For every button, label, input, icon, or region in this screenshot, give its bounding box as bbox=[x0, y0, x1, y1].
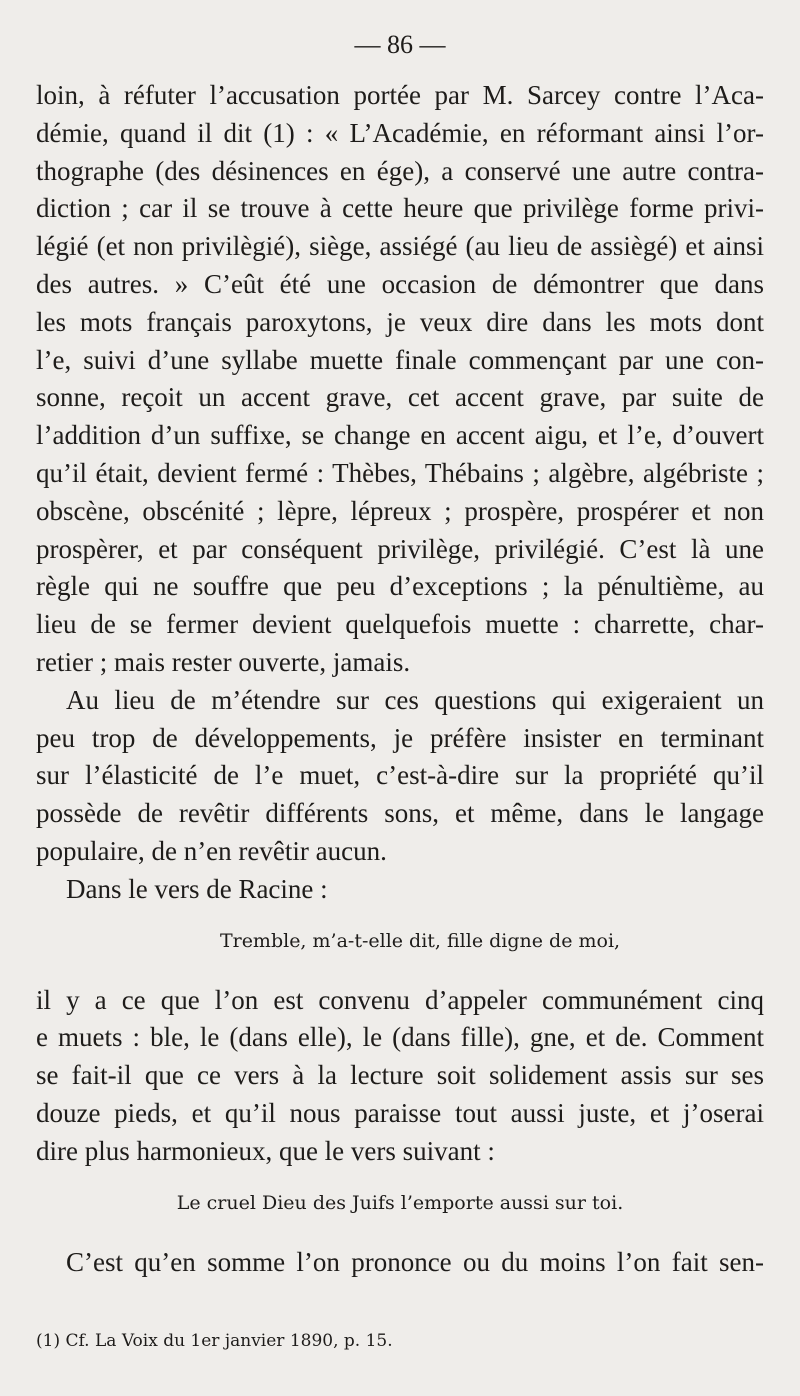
body-text bbox=[36, 77, 764, 1281]
text-line: possède de revêtir différents sons, et même, dans le langage bbox=[36, 798, 764, 829]
text-line: loin, à réfuter l’accusation portée par M. Sarcey contre l’Aca- bbox=[36, 80, 764, 110]
text-line: il y a ce que l’on est convenu d’appeler communément cinq bbox=[36, 984, 764, 1015]
text-line: l’e, suivi d’une syllabe muette finale commençant par une con- bbox=[36, 344, 764, 375]
text-line: douze pieds, et qu’il nous paraisse tout aussi juste, et j’oserai bbox=[36, 1097, 764, 1128]
page-number: — 86 — bbox=[354, 30, 446, 59]
paragraph-first-line: Dans le vers de Racine : bbox=[66, 873, 328, 904]
text-line: sonne, reçoit un accent grave, cet accent grave, par suite de bbox=[36, 382, 764, 413]
text-line: lieu de se fermer devient quelquefois muette : charrette, char- bbox=[36, 609, 764, 640]
text-line: obscène, obscénité ; lèpre, lépreux ; prospère, prospérer et non bbox=[36, 495, 764, 526]
text-line: e muets : ble, le (dans elle), le (dans fille), gne, et de. Comment bbox=[36, 1022, 764, 1053]
text-line: dire plus harmonieux, que le vers suivant : bbox=[36, 1135, 495, 1166]
verse-quote: Tremble, m’a-t-elle dit, fille digne de moi, bbox=[219, 929, 621, 952]
verse-quote: Le cruel Dieu des Juifs l’emporte aussi sur toi. bbox=[176, 1191, 624, 1214]
text-line: légié (et non privilègié), siège, assiégé (au lieu de assiègé) et ainsi bbox=[36, 231, 764, 262]
footnote: (1) Cf. La Voix du 1er janvier 1890, p. 15. bbox=[36, 1331, 393, 1351]
paragraph-first-line: Au lieu de m’étendre sur ces questions qui exigeraient un bbox=[66, 684, 764, 715]
text-line: thographe (des désinences en ége), a conservé une autre contra- bbox=[36, 155, 764, 186]
text-line: des autres. » C’eût été une occasion de démontrer que dans bbox=[36, 268, 764, 299]
text-line: les mots français paroxytons, je veux dire dans les mots dont bbox=[36, 306, 764, 337]
text-line: l’addition d’un suffixe, se change en accent aigu, et l’e, d’ouvert bbox=[36, 420, 764, 451]
text-line: diction ; car il se trouve à cette heure que privilège forme privi- bbox=[36, 193, 764, 224]
text-line: populaire, de n’en revêtir aucun. bbox=[36, 835, 387, 866]
text-line: qu’il était, devient fermé : Thèbes, Thébains ; algèbre, algébriste ; bbox=[36, 457, 764, 488]
text-line: retier ; mais rester ouverte, jamais. bbox=[36, 646, 411, 677]
text-line: règle qui ne souffre que peu d’exceptions ; la pénultième, au bbox=[36, 571, 764, 602]
text-line: prospèrer, et par conséquent privilège, privilégié. C’est là une bbox=[36, 533, 764, 564]
text-line: sur l’élasticité de l’e muet, c’est-à-dire sur la propriété qu’il bbox=[36, 760, 764, 791]
paragraph-first-line: C’est qu’en somme l’on prononce ou du moins l’on fait sen- bbox=[66, 1246, 764, 1277]
text-line: peu trop de développements, je préfère insister en terminant bbox=[36, 722, 764, 753]
text-line: se fait-il que ce vers à la lecture soit solidement assis sur ses bbox=[36, 1060, 764, 1091]
text-line: démie, quand il dit (1) : « L’Académie, en réformant ainsi l’or- bbox=[36, 117, 764, 148]
